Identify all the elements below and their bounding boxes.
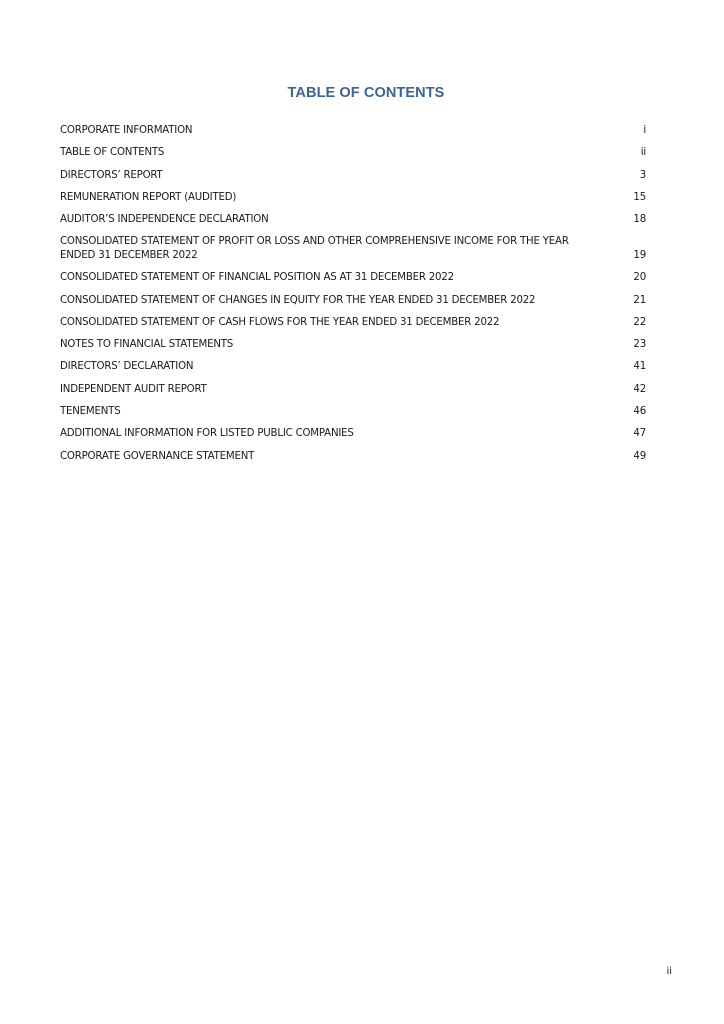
toc-entry-page: 49: [633, 450, 646, 462]
toc-entry-page: 42: [633, 383, 646, 395]
toc-entry-title: CONSOLIDATED STATEMENT OF PROFIT OR LOSS AND OTHER COMPREHENSIVE INCOME FOR THE YEAR ENDED 31 DECEMBER 2022: [60, 236, 569, 261]
toc-entry[interactable]: [60, 383, 646, 397]
toc-entry-page: 3: [639, 169, 646, 181]
toc-entry[interactable]: [60, 169, 646, 183]
page-title: TABLE OF CONTENTS: [287, 85, 445, 101]
toc-entry[interactable]: [60, 427, 646, 441]
toc-entry[interactable]: [60, 294, 646, 308]
toc-entry-page: 23: [633, 339, 646, 351]
toc-entry-title: INDEPENDENT AUDIT REPORT: [60, 383, 207, 395]
toc-entry-title: ADDITIONAL INFORMATION FOR LISTED PUBLIC COMPANIES: [60, 428, 354, 440]
toc-entry[interactable]: [60, 235, 646, 262]
toc-entry-page: 18: [633, 214, 646, 226]
toc-entry-page: 15: [633, 191, 646, 203]
table-of-contents: [60, 124, 646, 472]
toc-entry[interactable]: [60, 316, 646, 330]
toc-entry[interactable]: [60, 191, 646, 205]
toc-entry-title: CORPORATE GOVERNANCE STATEMENT: [60, 450, 255, 462]
toc-entry-title: AUDITOR’S INDEPENDENCE DECLARATION: [60, 214, 269, 226]
toc-entry[interactable]: [60, 124, 646, 138]
toc-entry-page: 41: [633, 361, 646, 373]
toc-entry-title: TABLE OF CONTENTS: [60, 147, 165, 159]
toc-entry-page: ii: [640, 147, 646, 159]
toc-entry-page: 20: [633, 272, 646, 284]
toc-entry-page: 46: [633, 406, 646, 418]
toc-entry-title: CONSOLIDATED STATEMENT OF CHANGES IN EQUITY FOR THE YEAR ENDED 31 DECEMBER 2022: [60, 294, 536, 306]
toc-entry-title: NOTES TO FINANCIAL STATEMENTS: [60, 339, 234, 351]
toc-entry-page: i: [643, 125, 646, 136]
toc-entry-title: CORPORATE INFORMATION: [60, 125, 193, 136]
toc-entry[interactable]: [60, 450, 646, 464]
toc-entry[interactable]: [60, 338, 646, 352]
footer-page-number: ii: [666, 966, 672, 977]
toc-entry-title: DIRECTORS’ DECLARATION: [60, 361, 194, 373]
toc-entry-title: TENEMENTS: [60, 406, 121, 418]
toc-entry-page: 22: [633, 316, 646, 328]
toc-entry-page: 21: [633, 294, 646, 306]
toc-entry[interactable]: [60, 405, 646, 419]
toc-entry[interactable]: [60, 146, 646, 160]
toc-entry[interactable]: [60, 360, 646, 374]
toc-entry[interactable]: [60, 213, 646, 227]
toc-entry-title: DIRECTORS’ REPORT: [60, 169, 163, 181]
toc-entry-page: 47: [633, 428, 646, 440]
toc-entry-title: CONSOLIDATED STATEMENT OF CASH FLOWS FOR THE YEAR ENDED 31 DECEMBER 2022: [60, 316, 500, 328]
toc-entry-title: CONSOLIDATED STATEMENT OF FINANCIAL POSITION AS AT 31 DECEMBER 2022: [60, 272, 454, 284]
toc-entry[interactable]: [60, 271, 646, 285]
toc-entry-page: 19: [633, 249, 646, 261]
toc-entry-title: REMUNERATION REPORT (AUDITED): [60, 191, 237, 203]
